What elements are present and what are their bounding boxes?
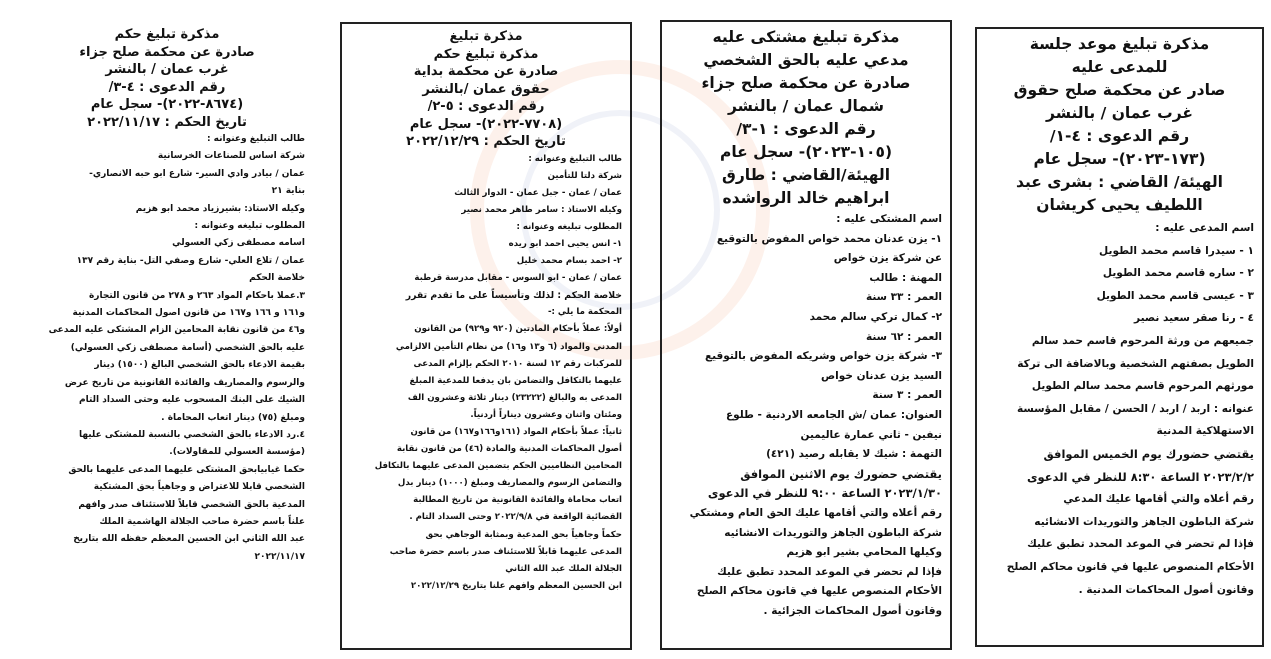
body-line: خلاصة الحكم (249, 273, 305, 284)
title-line: مذكرة تبليغ حكم (114, 27, 220, 42)
body-line: شركة دلتا للتأمين (547, 170, 622, 181)
title-line: ابراهيم خالد الرواشده (722, 189, 890, 207)
body-line: التهمة : شيك لا يقابله رصيد (٤٢١) (766, 448, 942, 461)
body-line: أولاً: عملاً بأحكام المادتين (٩٢٠ و٩٢٩) من القانون (414, 324, 622, 335)
body-line: ومئتان واثنان وعشرون ديناراً أردنياً. (470, 409, 622, 420)
body-line: بناية ٢١ (271, 186, 305, 197)
body-line: اسم المدعى عليه : (1155, 222, 1254, 234)
notice-body (29, 131, 305, 566)
title-line: (١٠٥-٢٠٢٣)- سجل عام (719, 143, 893, 161)
body-line: ٢٠٢٣/١/٣٠ الساعة ٩:٠٠ للنظر في الدعوى (707, 486, 942, 501)
title-line: رقم الدعوى : ٤-٣/ (108, 79, 226, 95)
body-line: خلاصة الحكم : لذلك وتأسيساً على ما تقدم تقرر (405, 290, 622, 302)
body-line: اتعاب محاماة والفائدة القانونية من تاريخ المطالبة (413, 495, 622, 506)
body-line: عبد الله الثاني ابن الحسين المعظم حفظه الله بتاريخ (73, 534, 305, 545)
body-line: ٢٠٢٢/١١/١٧ (254, 551, 305, 562)
body-line: شركة الباطون الجاهز والتوريدات الانشائيه (724, 526, 942, 539)
body-line: ٣ - عيسى قاسم محمد الطويل (1096, 289, 1254, 302)
body-line: الأحكام المنصوص عليها في قانون محاكم الصلح (1006, 560, 1254, 573)
title-line: صادرة عن محكمة بداية (413, 64, 559, 79)
body-line: يقتضي حضورك يوم الخميس الموافق (1043, 446, 1254, 461)
body-line: الأحكام المنصوص عليها في قانون محاكم الصلح (696, 585, 942, 598)
body-line: وقانون أصول المحاكمات المدنية . (1078, 583, 1254, 596)
body-line: ٢ - ساره قاسم محمد الطويل (1102, 267, 1254, 280)
title-line: مذكرة تبليغ (449, 29, 523, 44)
body-line: العمر : ٣٣ سنة (865, 291, 942, 304)
title-line: رقم الدعوى : ٤-١/ (1049, 127, 1190, 145)
body-line: يقتضي حضورك يوم الاثنين الموافق (740, 466, 942, 481)
body-line: ١- انس يحيى احمد ابو ريده (508, 238, 622, 249)
title-line: الهيئة/ القاضي : بشرى عبد (1016, 173, 1223, 191)
body-line: ١ - سيدرا قاسم محمد الطويل (1099, 244, 1254, 257)
body-line: و١٦١ و ١٦٦ و١٦٧ من قانون اصول المحاكمات المدنية (72, 308, 305, 319)
body-line: و٤٦ من قانون نقابة المحامين الزام المشتكى عليه المدعى (48, 325, 305, 336)
title-line: مذكرة تبليغ حكم (433, 46, 539, 62)
body-line: المدعية بالحق الشخصي قابلاً للاستئناف صدر وافهم (78, 499, 305, 510)
body-line: وكيلها المحامي بشير ابو هزيم (786, 546, 942, 559)
body-line: رقم أعلاه والتي أقامها عليك المدعي (1063, 493, 1254, 506)
body-line: عمان / عمان - جبل عمان - الدوار الثالث (454, 187, 622, 198)
body-line: المحكمة ما يلي :- (547, 307, 622, 318)
body-line: شركة الباطون الجاهز والتوريدات الانشائيه (1034, 515, 1254, 528)
body-line: عليهما بالتكافل والتضامن بان يدفعا للمدعية المبلغ (409, 375, 622, 386)
title-line: شمال عمان / بالنشر (728, 97, 884, 115)
notice-judgment-first-instance (340, 22, 632, 650)
body-line: المطلوب تبليغه وعنوانه : (194, 221, 305, 232)
body-line: عمان / تلاع العلي- شارع وصفي التل- بناية رقم ١٣٧ (76, 255, 305, 266)
title-line: مدعي عليه بالحق الشخصي (703, 51, 909, 69)
title-line: صادرة عن محكمة صلح جزاء (79, 44, 255, 60)
body-line: طالب التبليغ وعنوانه : (528, 153, 622, 164)
body-line: عليه بالحق الشخصي (أسامة مصطفى زكي العسولي) (70, 342, 305, 353)
title-line: صادر عن محكمة صلح حقوق (1013, 81, 1226, 99)
body-line: رقم أعلاه والتي أقامها عليك الحق العام ومشتكي (689, 506, 942, 519)
notice-judgment-criminal (23, 22, 313, 650)
body-line: جميعهم من ورثة المرحوم قاسم حمد سالم (1031, 334, 1254, 347)
title-line: رقم الدعوى : ١-٣/ (736, 120, 876, 138)
body-line: المدني والمواد (٦ و١٣ و١٦) من نظام التأمين الالزامي (395, 341, 622, 352)
body-line: فإذا لم تحضر في الموعد المحدد تطبق عليك (1027, 538, 1254, 551)
body-line: العمر : ٣ سنة (872, 389, 942, 402)
body-line: الشخصي قابلا للاعتراض و وجاهياً بحق المشتكية (93, 482, 305, 493)
body-line: الطويل بصفتهم الشخصية وبالاضافة الى تركة (1017, 357, 1254, 370)
notice-body (350, 151, 622, 595)
body-line: اسامه مصطفى زكي العسولي (172, 238, 305, 249)
notice-body (670, 210, 942, 621)
notice-title (29, 26, 305, 131)
body-line: فإذا لم تحضر في الموعد المحدد تطبق عليك (717, 565, 942, 578)
notice-defendant-summons (660, 20, 952, 650)
body-line: والرسوم والمصاريف والفائدة القانونية من تاريخ عرض (64, 377, 305, 388)
title-line: تاريخ الحكم : ٢٠٢٢/١١/١٧ (87, 114, 247, 130)
body-line: اسم المشتكى عليه : (836, 213, 942, 225)
body-line: ٣.عملا باحكام المواد ٢٦٣ و ٢٧٨ من قانون التجارة (88, 290, 305, 301)
notice-title (985, 33, 1254, 217)
body-line: السيد يزن عدنان خواص (821, 369, 942, 382)
title-line: (٧٧٠٨-٢٠٢٢)- سجل عام (409, 116, 563, 132)
title-line: صادرة عن محكمة صلح جزاء (701, 74, 911, 92)
body-line: حكما غيابيابحق المشتكى عليهما المدعى عليهما بالحق (68, 464, 305, 475)
body-line: شركة اساس للصناعات الخرسانية (157, 151, 305, 162)
title-line: حقوق عمان /بالنشر (422, 81, 550, 97)
title-line: مذكرة تبليغ مشتكى عليه (712, 28, 900, 46)
title-line: للمدعى عليه (1071, 58, 1168, 76)
title-line: الهيئة/القاضي : طارق (721, 166, 891, 184)
body-line: الاستهلاكية المدنية (1156, 425, 1254, 438)
body-line: ومبلغ (٧٥) دينار اتعاب المحاماة . (161, 412, 305, 423)
body-line: ٢- كمال تركي سالم محمد (809, 310, 942, 323)
body-line: الشيك على البنك المسحوب عليه وحتى السداد التام (78, 395, 305, 406)
body-line: المدعى عليهما قابلاً للاستئناف صدر باسم حضرة صاحب (389, 546, 622, 557)
body-line: عمان / عمان - ابو السوس - مقابل مدرسة قرطبة (414, 273, 622, 284)
body-line: وقانون أصول المحاكمات الجزائية . (763, 604, 942, 617)
body-line: للمركبات رقم ١٢ لسنة ٢٠١٠ الحكم بإلزام المدعى (413, 358, 622, 369)
body-line: وكيله الاستاذ: بشيرزياد محمد ابو هزيم (135, 203, 305, 214)
body-line: المطلوب تبليغه وعنوانه : (516, 221, 622, 232)
body-line: ٣- شركة يزن خواص وشريكه المفوض بالتوقيع (704, 350, 942, 363)
title-line: اللطيف يحيى كريشان (1036, 196, 1203, 214)
title-line: غرب عمان / بالنشر (105, 62, 229, 77)
body-line: المهنة : طالب (869, 271, 942, 284)
body-line: العنوان: عمان /ش الجامعه الاردنية - طلوع (725, 408, 942, 421)
body-line: والتضامن الرسوم والمصاريف ومبلغ (١٠٠٠) دينار بدل (397, 478, 622, 489)
notice-body (985, 217, 1254, 601)
body-line: طالب التبليغ وعنوانه : (206, 134, 305, 144)
body-line: عنوانه : اربد / اربد / الحسن / مقابل المؤسسة (1016, 402, 1254, 415)
title-line: مذكرة تبليغ موعد جلسة (1029, 35, 1210, 53)
body-line: وكيله الاستاذ : سامر طاهر محمد نصير (461, 204, 622, 215)
body-line: ٢٠٢٣/٢/٢ الساعة ٨:٣٠ للنظر في الدعوى (1026, 469, 1254, 484)
body-line: المحامين النظاميين الحكم بتضمين المدعى عليهما بالتكافل (374, 461, 622, 472)
body-line: ١- يزن عدنان محمد خواص المفوض بالتوقيع (716, 232, 942, 245)
notice-title (670, 26, 942, 210)
notice-title (350, 28, 622, 151)
body-line: القضائية الواقعة في ٢٠٢٢/٩/٨ وحتى السداد التام . (409, 512, 622, 523)
body-line: المدعى به والبالغ (٢٣٢٢٢) دينار ثلاثة وعشرون الف (407, 392, 622, 403)
body-line: حكماً وجاهياً بحق المدعية وبمثابة الوجاهي بحق (425, 529, 622, 540)
body-line: ٤.رد الادعاء بالحق الشخصي بالنسبة للمشتكى عليها (78, 429, 305, 440)
body-line: ثانياً: عملاً بأحكام المواد (١٦١و١٦٦و١٦٧) من قانون (410, 427, 622, 437)
body-line: ابن الحسين المعظم وافهم علنا بتاريخ ٢٠٢٢/١٢/٢٩ (410, 580, 622, 591)
body-line: نيفين - ثاني عمارة عاليمين (800, 428, 942, 441)
title-line: تاريخ الحكم : ٢٠٢٢/١٢/٢٩ (406, 134, 566, 149)
body-line: (مؤسسة العسولي للمقاولات). (169, 447, 305, 458)
body-line: مورثهم المرحوم قاسم محمد سالم الطويل (1031, 380, 1254, 393)
body-line: عمان / بيادر وادي السير- شارع ابو حبه الانصاري- (89, 168, 305, 179)
body-line: عن شركة يزن خواص (833, 252, 942, 265)
body-line: علناً باسم حضرة صاحب الجلالة الهاشمية الملك (99, 516, 305, 527)
title-line: (١٧٣-٢٠٢٣)- سجل عام (1033, 150, 1206, 168)
body-line: الجلالة الملك عبد الله الثاني (505, 563, 622, 574)
body-line: ٢- احمد بسام محمد خليل (516, 256, 622, 267)
title-line: غرب عمان / بالنشر (1046, 104, 1193, 122)
body-line: أصول المحاكمات المدنية والمادة (٤٦) من قانون نقابة (396, 444, 622, 455)
title-line: (٨٦٧٤-٢٠٢٢)- سجل عام (90, 97, 244, 112)
body-line: بقيمة الادعاء بالحق الشخصي البالغ (١٥٠٠) دينار (94, 360, 305, 371)
body-line: ٤ - رنا صقر سعيد نصير (1134, 312, 1254, 325)
notice-hearing-date (975, 27, 1264, 647)
title-line: رقم الدعوى : ٥-٢/ (427, 99, 545, 114)
body-line: العمر : ٦٢ سنة (865, 330, 942, 343)
